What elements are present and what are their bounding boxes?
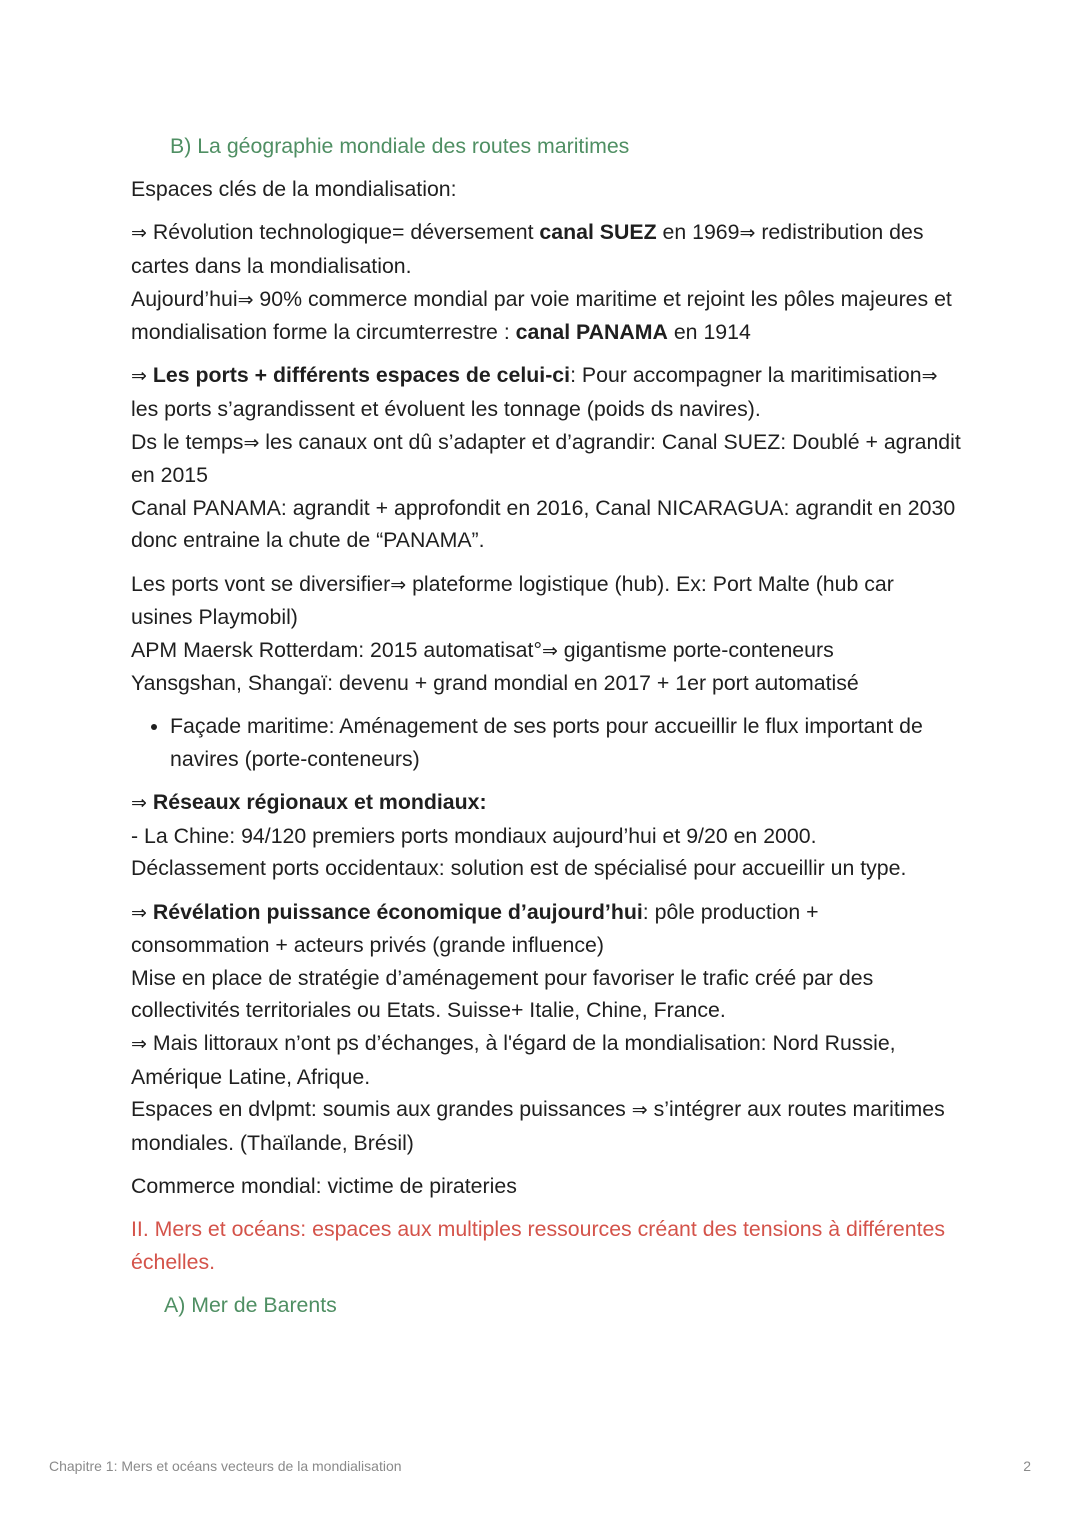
page-number: 2 [1023,1458,1031,1474]
paragraph-piracy: Commerce mondial: victime de pirateries [131,1173,517,1198]
bullet-list [131,710,961,775]
arrow-icon: ⇒ [131,1033,147,1055]
arrow-icon: ⇒ [131,792,147,815]
arrow-icon: ⇒ [631,1099,648,1122]
arrow-icon: ⇒ [131,365,147,388]
paragraph-suez-panama: ⇒ Révolution technologique= déversement canal SUEZ en 1969⇒ redistribution des cartes dans la mondialisation. Aujourd’hui⇒ 90% commerce mondial par voie maritime et rejoint les pôles majeures et mondialisation forme la circumterrestre : canal PANAMA en 1914 [131,220,952,345]
page-content [131,130,961,1332]
paragraph-ports: ⇒ Les ports + différents espaces de celui-ci: Pour accompagner la maritimisation⇒ les ports s’agrandissent et évoluent les tonnage (poids ds navires). Ds le temps⇒ les canaux ont dû s’adapter et d’agrandir: Canal SUEZ: Doublé + agrandit en 2015 Canal PANAMA: agrandit + approfondit en 2016, Canal NICARAGUA: agrandit en 2030 donc entraine la chute de “PANAMA”. [131,363,961,553]
arrow-icon: ⇒ [131,222,147,245]
arrow-icon: ⇒ [390,573,407,596]
arrow-icon: ⇒ [243,431,260,454]
arrow-icon: ⇒ [237,288,254,311]
paragraph-diversification: Les ports vont se diversifier⇒ plateforme logistique (hub). Ex: Port Malte (hub car usines Playmobil) APM Maersk Rotterdam: 2015 automatisat°⇒ gigantisme porte-conteneurs Yansgshan, Shangaï: devenu + grand mondial en 2017 + 1er port automatisé [131,571,894,696]
arrow-icon: ⇒ [921,365,938,388]
section-b-heading: B) La géographie mondiale des routes maritimes [170,134,630,158]
arrow-icon: ⇒ [739,222,756,245]
paragraph-economic-power: ⇒ Révélation puissance économique d’aujourd’hui: pôle production + consommation + acteurs privés (grande influence) Mise en place de stratégie d’aménagement pour favoriser le trafic créé par des collectivités territoriales ou Etats. Suisse+ Italie, Chine, France. ⇒ Mais littoraux n’ont ps d’échanges, à l'égard de la mondialisation: Nord Russie, Amérique Latine, Afrique. Espaces en dvlpmt: soumis aux grandes puissances ⇒ s’intégrer aux routes maritimes mondiales. (Thaïlande, Brésil) [131,899,945,1155]
section-a-heading: A) Mer de Barents [164,1292,337,1317]
arrow-icon: ⇒ [541,639,558,662]
paragraph-networks: ⇒ Réseaux régionaux et mondiaux: - La Chine: 94/120 premiers ports mondiaux aujourd’hui et 9/20 en 2000. Déclassement ports occidentaux: solution est de spécialisé pour accueillir un type. [131,790,907,881]
list-item: • Façade maritime: Aménagement de ses ports pour accueillir le flux important de navires (porte-conteneurs) [170,710,961,775]
page-footer [49,1458,1031,1474]
footer-chapter-title: Chapitre 1: Mers et océans vecteurs de la mondialisation [49,1458,402,1474]
section-ii-heading: II. Mers et océans: espaces aux multiples ressources créant des tensions à différentes échelles. [131,1217,946,1274]
paragraph-key-spaces: Espaces clés de la mondialisation: [131,177,457,202]
arrow-icon: ⇒ [131,901,147,924]
